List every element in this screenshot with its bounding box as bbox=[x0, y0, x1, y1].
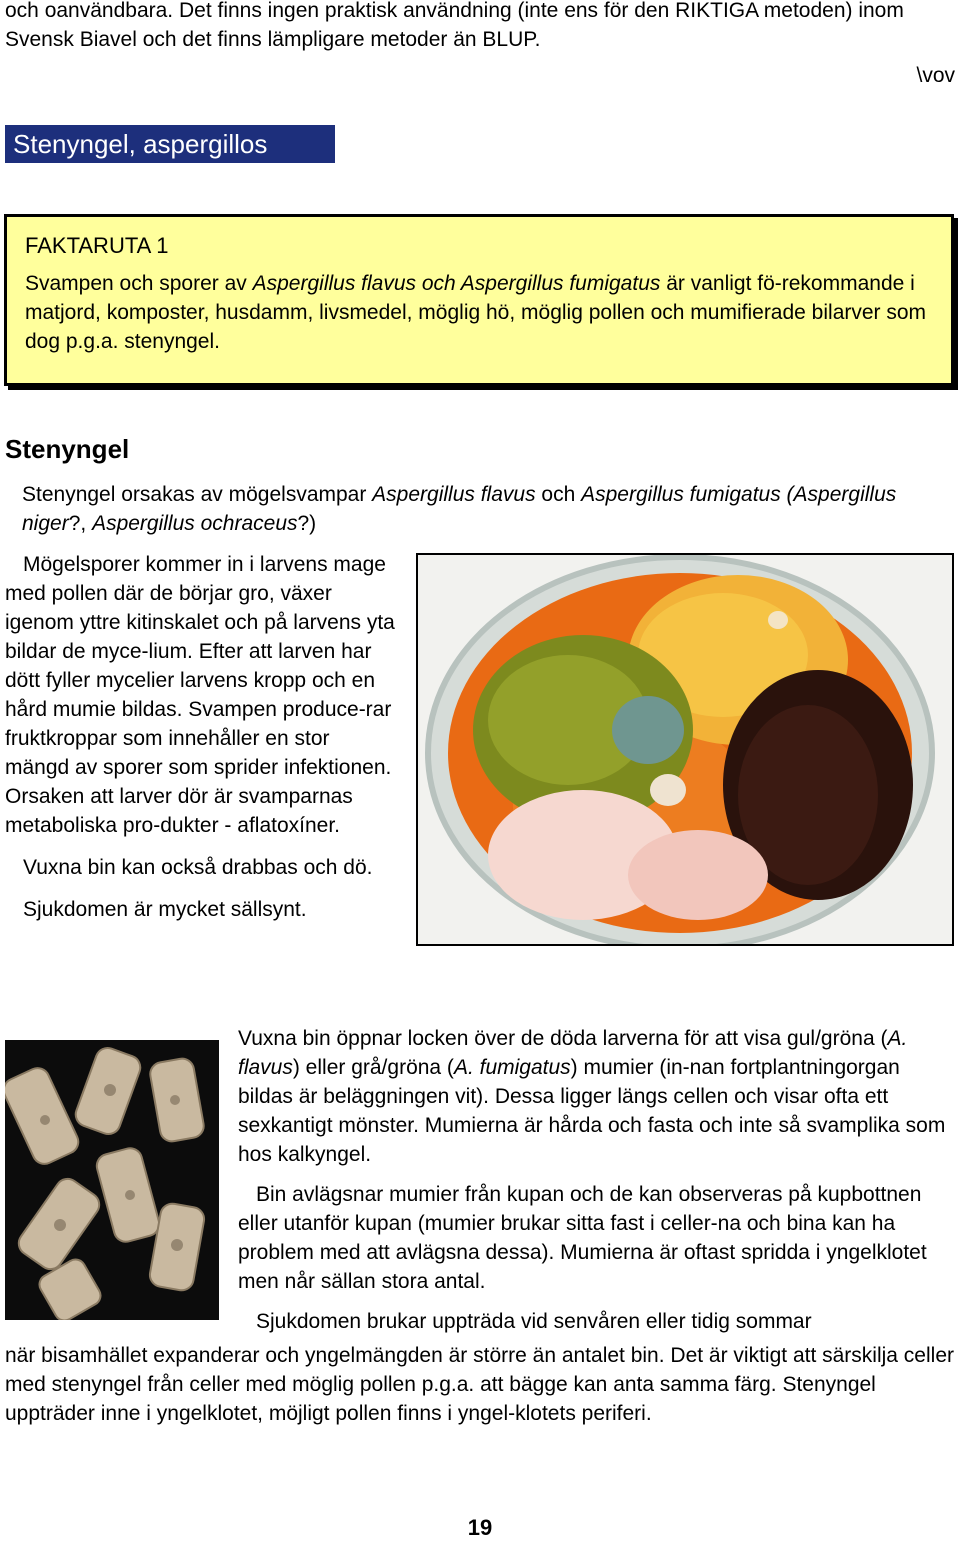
faktaruta-title: FAKTARUTA 1 bbox=[25, 233, 169, 258]
corner-mark: \vov bbox=[916, 64, 955, 87]
right-paragraph-1: Vuxna bin öppnar locken över de döda larverna för att visa gul/gröna (A. flavus) eller grå/gröna (A. fumigatus) mumier (in-nan fortplantningorgan bildas är beläggningen vit). Dessa ligger längs cellen och visar ofta ett sexkantigt mönster. Mumierna är hårda och fasta och inte så svamplika som hos kalkyngel. bbox=[238, 1027, 946, 1166]
top-paragraph: och oanvändbara. Det finns ingen praktisk användning (inte ens för den RIKTIGA metoden) inom Svensk Biavel och det finns lämpligare metoder än BLUP. bbox=[5, 0, 904, 51]
left-paragraph-3: Sjukdomen är mycket sällsynt. bbox=[23, 898, 307, 921]
right-paragraph-2: Bin avlägsnar mumier från kupan och de kan observeras på kupbottnen eller utanför kupan (mumier brukar sitta fast i celler-na och bina kan ha problem med att avlägsna dessa). Mumierna är oftast spridda i yngelklotet men når sällan stora antal. bbox=[238, 1183, 927, 1293]
petri-dish-photo bbox=[416, 553, 954, 946]
mummies-photo bbox=[5, 1040, 219, 1320]
right-column bbox=[238, 1024, 958, 1336]
mummies-illustration bbox=[5, 1040, 219, 1320]
petri-dish-illustration bbox=[418, 555, 952, 944]
section-banner: Stenyngel, aspergillos bbox=[5, 125, 335, 163]
left-paragraph-1: Mögelsporer kommer in i larvens mage med pollen där de börjar gro, växer igenom yttre kitinskalet och på larvens yta bildar de myce-lium. Efter att larven har dött fyller mycelier larvens kropp och en hård mumie bildas. Svampen produce-rar fruktkroppar som innehåller en stor mängd av sporer som sprider infektionen. Orsaken att larver dör är svamparnas metaboliska pro-dukter - aflatoxíner. bbox=[5, 553, 395, 837]
left-paragraph-2: Vuxna bin kan också drabbas och dö. bbox=[23, 856, 373, 879]
faktaruta-box bbox=[4, 214, 954, 386]
bottom-paragraph: när bisamhället expanderar och yngelmängden är större än antalet bin. Det är viktigt att särskilja celler med stenyngel från celler med möglig pollen p.g.a. att bägge kan anta samma färg. Stenyngel uppträder inne i yngelklotet, möjligt pollen finns i yngel-klotets periferi. bbox=[5, 1344, 954, 1425]
page-number: 19 bbox=[467, 1515, 493, 1540]
intro-paragraph: Stenyngel orsakas av mögelsvampar Aspergillus flavus och Aspergillus fumigatus (Aspergillus niger?, Aspergillus ochraceus?) bbox=[22, 483, 897, 535]
faktaruta-text: Svampen och sporer av Aspergillus flavus och Aspergillus fumigatus är vanligt fö-rekommande i matjord, komposter, husdamm, livsmedel, möglig hö, möglig pollen och mumifierade bilarver som dog p.g.a. stenyngel. bbox=[25, 272, 927, 353]
right-paragraph-3-start: Sjukdomen brukar uppträda vid senvåren eller tidig sommar bbox=[256, 1310, 812, 1333]
section-heading: Stenyngel bbox=[5, 434, 130, 464]
left-column bbox=[5, 550, 397, 937]
